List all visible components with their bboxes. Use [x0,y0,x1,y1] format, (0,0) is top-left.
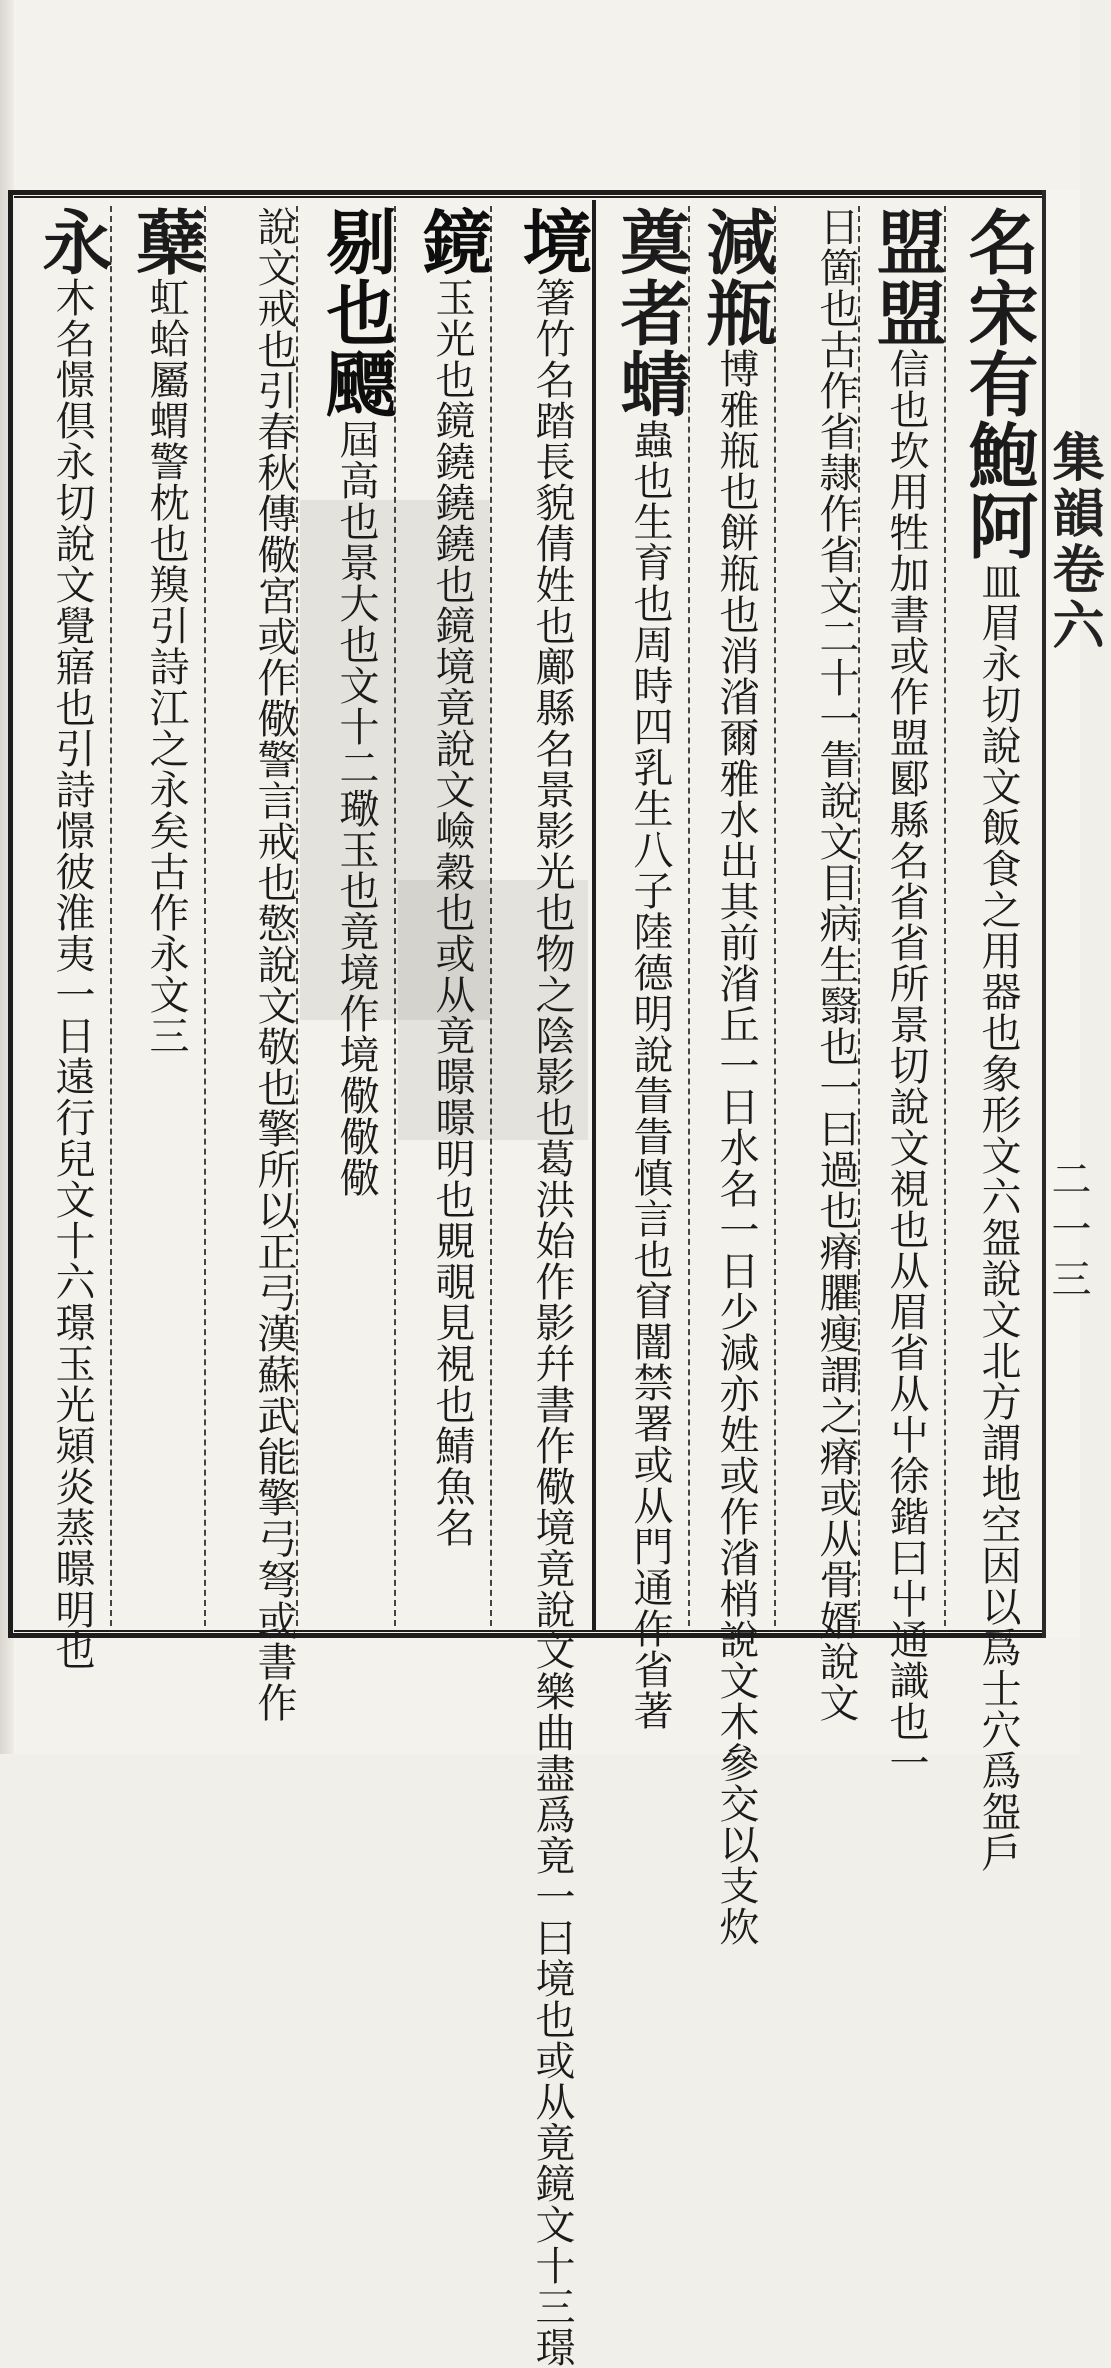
entry-head: 蘖 [125,206,208,277]
running-head: 集韻卷六 [1043,430,1104,654]
entry-gloss: 蟲也生育也周時四乳生八子陸德明說眚眚慎言也窅闇禁署或从門通作省著 [627,419,673,1731]
entry-gloss: 木名憬倶永切說文覺寤也引詩憬彼淮夷一日遠行兒文十六璟玉光熲炎蒸暻明也 [49,277,95,1671]
fold-strip [1046,190,1080,1638]
text-column-4 [692,206,778,1947]
entry-gloss: 玉光也鏡鐃鐃鐃也鏡境竟說文嶮穀也或从竟暻暻明也覞覗見視也鯖魚名 [429,277,475,1548]
entry-head: 盟盟 [865,206,948,348]
text-column-9 [208,206,297,1723]
section-divider [592,200,596,1630]
entry-gloss: 屆高也景大也文十二璥玉也竟境作境儆儆儆 [333,419,379,1198]
text-column-10 [114,206,208,1626]
text-column-7 [398,206,494,1626]
text-column-6 [494,206,594,2368]
column-divider [110,206,112,1626]
entry-gloss: 日箇也古作 [813,206,859,411]
entry-gloss: 虹蛤屬蝟警枕也䍹引詩江之永矣古作永文三 [143,277,189,1056]
column-divider [688,206,690,1626]
column-divider [394,206,396,1626]
entry-gloss: 說文戒也引 [251,206,297,411]
entry-head: 永 [31,206,114,277]
entry-head: 名宋有鮑阿 [957,206,1040,561]
entry-head: 境 [511,206,594,277]
entry-head: 減瓶 [695,206,778,348]
entry-gloss: 皿眉永切說文飯食之用器也象形文六盌說文北方謂地空因以爲士穴爲盌戶 [975,561,1021,1873]
folio-number: 二一三 [1045,1158,1091,1308]
text-column-5 [600,206,692,1731]
column-divider [490,206,492,1626]
column-divider [944,206,946,1626]
column-divider [204,206,206,1626]
text-column-8 [300,206,398,1626]
text-column-1 [948,206,1040,1873]
entry-gloss: 箸竹名踏長貌倩姓也鄺縣名景影光也物之陰影也葛洪始作影幷書作儆境竟說文樂曲盡爲竟一曰境也或从竟鏡文十三璟 [529,277,575,2368]
entry-gloss: 信也坎用牲加書或作盟郾縣名省省所景切說文視也从眉省从屮徐鍇曰屮通識也一 [883,348,929,1783]
text-column-2 [862,206,948,1783]
entry-gloss: 省隷作省文二十一眚說文目病生翳也一曰過也瘠臞瘦謂之瘠或从骨婿說文 [813,411,859,1723]
column-divider [774,206,776,1626]
fold-line [1042,190,1046,1638]
entry-gloss: 博雅瓶也餅瓶也消渻爾雅水出其前渻丘一日水名一日少減亦姓或作渻梢說文木參交以支炊 [713,348,759,1947]
entry-head: 奠者蜻 [609,206,692,419]
entry-head: 鏡 [411,206,494,277]
text-column-3 [778,206,859,1723]
text-column-11 [20,206,114,1671]
entry-head: 剔也飃 [315,206,398,419]
entry-gloss: 春秋傳儆宮或作儆警言戒也憼說文敬也擎所以正弓漢蘇武能擎弓弩或書作 [251,411,297,1723]
